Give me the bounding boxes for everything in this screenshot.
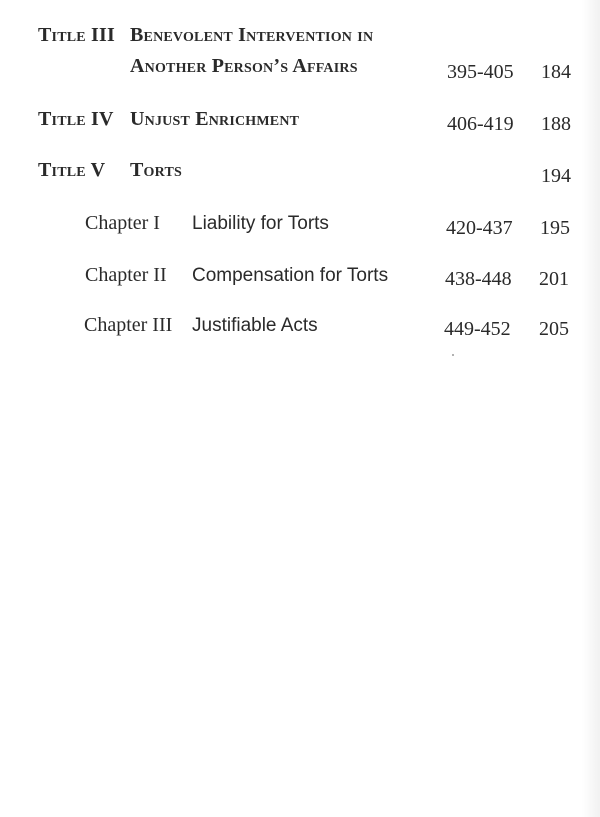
title-v-name: Torts	[130, 159, 182, 181]
title-iii-name-line2: Another Person’s Affairs	[130, 55, 358, 77]
chapter-iii-label: Chapter III	[84, 314, 173, 336]
title-iv-name: Unjust Enrichment	[130, 108, 300, 130]
chapter-iii-articles: 449-452	[444, 318, 511, 340]
title-v-label: Title V	[38, 159, 106, 181]
title-iii-page: 184	[541, 61, 571, 83]
title-iv-page: 188	[541, 113, 571, 135]
title-iv-label: Title IV	[38, 108, 114, 130]
title-iii-name-line1: Benevolent Intervention in	[130, 24, 374, 46]
scan-speck	[452, 354, 454, 356]
chapter-ii-page: 201	[539, 268, 569, 290]
chapter-ii-name: Compensation for Torts	[192, 265, 389, 286]
title-iv-articles: 406-419	[447, 113, 514, 135]
title-v-page: 194	[541, 165, 571, 187]
chapter-iii-page: 205	[539, 318, 569, 340]
chapter-i-name: Liability for Torts	[192, 213, 329, 234]
chapter-iii-name: Justifiable Acts	[192, 315, 318, 336]
chapter-ii-label: Chapter II	[85, 264, 167, 286]
title-iii-articles: 395-405	[447, 61, 514, 83]
chapter-ii-articles: 438-448	[445, 268, 512, 290]
chapter-i-articles: 420-437	[446, 217, 513, 239]
title-iii-label: Title III	[38, 24, 115, 46]
chapter-i-label: Chapter I	[85, 212, 160, 234]
chapter-i-page: 195	[540, 217, 570, 239]
